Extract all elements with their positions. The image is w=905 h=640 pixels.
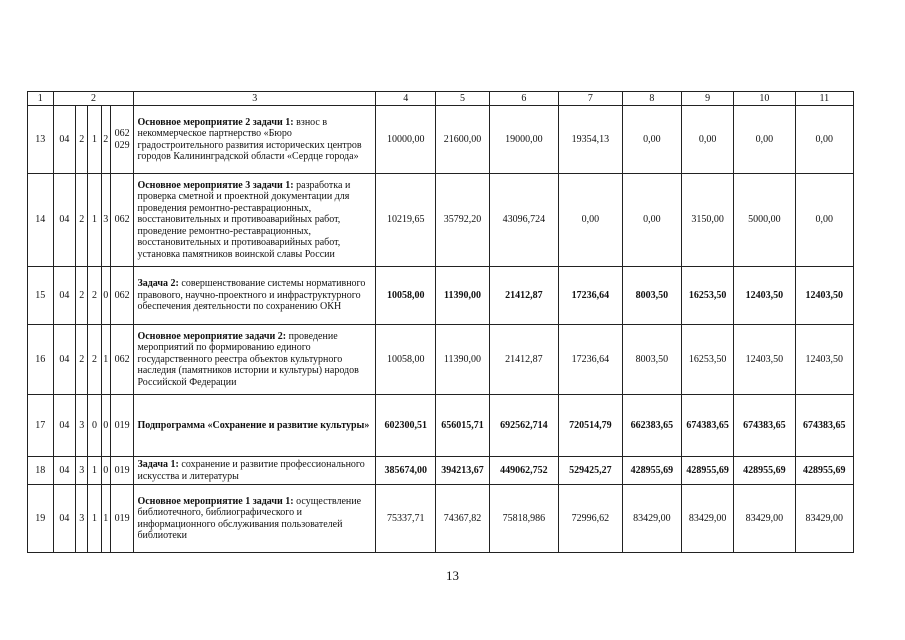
value-cell: 428955,69 — [795, 457, 853, 485]
code-cell: 0 — [101, 457, 110, 485]
value-cell: 75337,71 — [376, 485, 436, 553]
description-text: проведение мероприятий по формированию единого государственного реестра объектов культурного наследия (памятников истории и культуры) народов Российской Федерации — [137, 330, 359, 388]
code-cell: 1 — [88, 174, 101, 267]
header-cell: 3 — [134, 92, 376, 106]
value-cell: 656015,71 — [436, 395, 489, 457]
code-line: 029 — [114, 139, 130, 151]
value-cell: 0,00 — [795, 174, 853, 267]
table-row — [28, 395, 854, 457]
code-cell: 0 — [101, 395, 110, 457]
table-row — [28, 485, 854, 553]
code-cell: 04 — [53, 267, 76, 325]
header-cell: 7 — [559, 92, 622, 106]
description-cell — [134, 457, 376, 485]
code-cell: 1 — [88, 457, 101, 485]
value-cell: 19000,00 — [489, 106, 559, 174]
value-cell: 83429,00 — [795, 485, 853, 553]
description-cell — [134, 395, 376, 457]
value-cell: 17236,64 — [559, 267, 622, 325]
value-cell: 720514,79 — [559, 395, 622, 457]
description-text: взнос в некоммерческое партнерство «Бюро градостроительного развития исторических центров городов Калининградской области «Сердце города» — [137, 116, 362, 162]
code-cell: 1 — [101, 485, 110, 553]
value-cell: 0,00 — [622, 174, 681, 267]
value-cell: 75818,986 — [489, 485, 559, 553]
table-row — [28, 174, 854, 267]
table-row — [28, 267, 854, 325]
value-cell: 12403,50 — [795, 325, 853, 395]
code-cell: 0 — [88, 395, 101, 457]
header-cell: 4 — [376, 92, 436, 106]
value-cell: 428955,69 — [622, 457, 681, 485]
value-cell: 16253,50 — [682, 325, 734, 395]
description-lead: Основное мероприятие задачи 2: — [137, 330, 287, 342]
header-cell: 8 — [622, 92, 681, 106]
value-cell: 19354,13 — [559, 106, 622, 174]
description-lead: Задача 1: — [137, 459, 179, 470]
description-lead: Подпрограмма «Сохранение и развитие культуры» — [137, 419, 370, 431]
code-cell: 04 — [53, 106, 76, 174]
header-cell: 11 — [795, 92, 853, 106]
value-cell: 21412,87 — [489, 325, 559, 395]
value-cell: 12403,50 — [734, 267, 795, 325]
row-number: 19 — [28, 485, 54, 553]
row-number: 18 — [28, 457, 54, 485]
code-cell: 019 — [110, 395, 134, 457]
value-cell: 0,00 — [559, 174, 622, 267]
page-number: 13 — [446, 568, 459, 583]
table-row — [28, 457, 854, 485]
code-cell: 2 — [76, 174, 88, 267]
header-cell: 6 — [489, 92, 559, 106]
value-cell: 662383,65 — [622, 395, 681, 457]
header-cell: 2 — [53, 92, 134, 106]
value-cell: 449062,752 — [489, 457, 559, 485]
code-cell: 04 — [53, 395, 76, 457]
code-cell: 04 — [53, 485, 76, 553]
row-number: 16 — [28, 325, 54, 395]
value-cell: 21412,87 — [489, 267, 559, 325]
value-cell: 21600,00 — [436, 106, 489, 174]
row-number: 17 — [28, 395, 54, 457]
row-number: 14 — [28, 174, 54, 267]
code-cell: 062 — [110, 325, 134, 395]
description-text: разработка и проверка сметной и проектной документации для проведения ремонтно-реставрационных, восстановительных и противоаварийных работ, проведение ремонтно-реставрационных, восстановительных и противоаварийных работ, установка памятников воинской славы России — [137, 179, 351, 260]
code-cell: 2 — [76, 267, 88, 325]
value-cell: 0,00 — [795, 106, 853, 174]
code-cell: 062 — [110, 174, 134, 267]
code-cell: 0 — [101, 267, 110, 325]
value-cell: 10058,00 — [376, 267, 436, 325]
value-cell: 83429,00 — [682, 485, 734, 553]
value-cell: 0,00 — [682, 106, 734, 174]
value-cell: 5000,00 — [734, 174, 795, 267]
code-cell: 2 — [101, 106, 110, 174]
value-cell: 8003,50 — [622, 267, 681, 325]
row-number: 15 — [28, 267, 54, 325]
value-cell: 674383,65 — [682, 395, 734, 457]
value-cell: 43096,724 — [489, 174, 559, 267]
code-cell: 2 — [76, 325, 88, 395]
value-cell: 11390,00 — [436, 325, 489, 395]
description-text: осуществление библиотечного, библиографического и информационного обслуживания пользователей библиотеки — [137, 495, 362, 541]
value-cell: 0,00 — [734, 106, 795, 174]
value-cell: 35792,20 — [436, 174, 489, 267]
value-cell: 17236,64 — [559, 325, 622, 395]
description-cell — [134, 106, 376, 174]
value-cell: 8003,50 — [622, 325, 681, 395]
description-lead: Основное мероприятие 2 задачи 1: — [137, 116, 294, 128]
value-cell: 0,00 — [622, 106, 681, 174]
value-cell: 692562,714 — [489, 395, 559, 457]
value-cell: 10000,00 — [376, 106, 436, 174]
description-lead: Основное мероприятие 3 задачи 1: — [137, 179, 294, 191]
code-cell: 04 — [53, 457, 76, 485]
header-cell: 1 — [28, 92, 54, 106]
value-cell: 529425,27 — [559, 457, 622, 485]
value-cell: 602300,51 — [376, 395, 436, 457]
value-cell: 3150,00 — [682, 174, 734, 267]
value-cell: 428955,69 — [682, 457, 734, 485]
code-cell: 1 — [88, 106, 101, 174]
description-text: сохранение и развитие профессионального искусства и литературы — [137, 459, 365, 482]
description-text: совершенствование системы нормативного правового, научно-проектного и инфраструктурного обеспечения деятельности по сохранению ОКН — [137, 278, 366, 313]
description-cell — [134, 485, 376, 553]
budget-table — [27, 91, 854, 553]
value-cell: 428955,69 — [734, 457, 795, 485]
value-cell: 674383,65 — [734, 395, 795, 457]
value-cell: 10058,00 — [376, 325, 436, 395]
code-cell: 2 — [76, 106, 88, 174]
code-cell: 04 — [53, 325, 76, 395]
code-cell: 1 — [88, 485, 101, 553]
code-cell: 2 — [88, 325, 101, 395]
value-cell: 83429,00 — [734, 485, 795, 553]
header-cell: 5 — [436, 92, 489, 106]
table-row — [28, 106, 854, 174]
value-cell: 83429,00 — [622, 485, 681, 553]
code-cell: 019 — [110, 457, 134, 485]
description-cell — [134, 174, 376, 267]
value-cell: 72996,62 — [559, 485, 622, 553]
code-cell: 3 — [101, 174, 110, 267]
row-number: 13 — [28, 106, 54, 174]
code-cell: 062 — [110, 267, 134, 325]
value-cell: 674383,65 — [795, 395, 853, 457]
value-cell: 394213,67 — [436, 457, 489, 485]
value-cell: 74367,82 — [436, 485, 489, 553]
header-row — [28, 92, 854, 106]
value-cell: 16253,50 — [682, 267, 734, 325]
code-cell: 1 — [101, 325, 110, 395]
code-cell: 3 — [76, 395, 88, 457]
code-cell: 3 — [76, 485, 88, 553]
header-cell: 9 — [682, 92, 734, 106]
code-cell: 3 — [76, 457, 88, 485]
description-lead: Задача 2: — [137, 278, 179, 290]
header-cell: 10 — [734, 92, 795, 106]
value-cell: 12403,50 — [734, 325, 795, 395]
value-cell: 11390,00 — [436, 267, 489, 325]
table-row — [28, 325, 854, 395]
description-cell — [134, 325, 376, 395]
code-cell: 04 — [53, 174, 76, 267]
value-cell: 385674,00 — [376, 457, 436, 485]
description-lead: Основное мероприятие 1 задачи 1: — [137, 495, 294, 507]
value-cell: 12403,50 — [795, 267, 853, 325]
code-cell — [110, 106, 134, 174]
value-cell: 10219,65 — [376, 174, 436, 267]
code-cell: 019 — [110, 485, 134, 553]
code-cell: 2 — [88, 267, 101, 325]
description-cell — [134, 267, 376, 325]
code-line: 062 — [114, 128, 130, 139]
